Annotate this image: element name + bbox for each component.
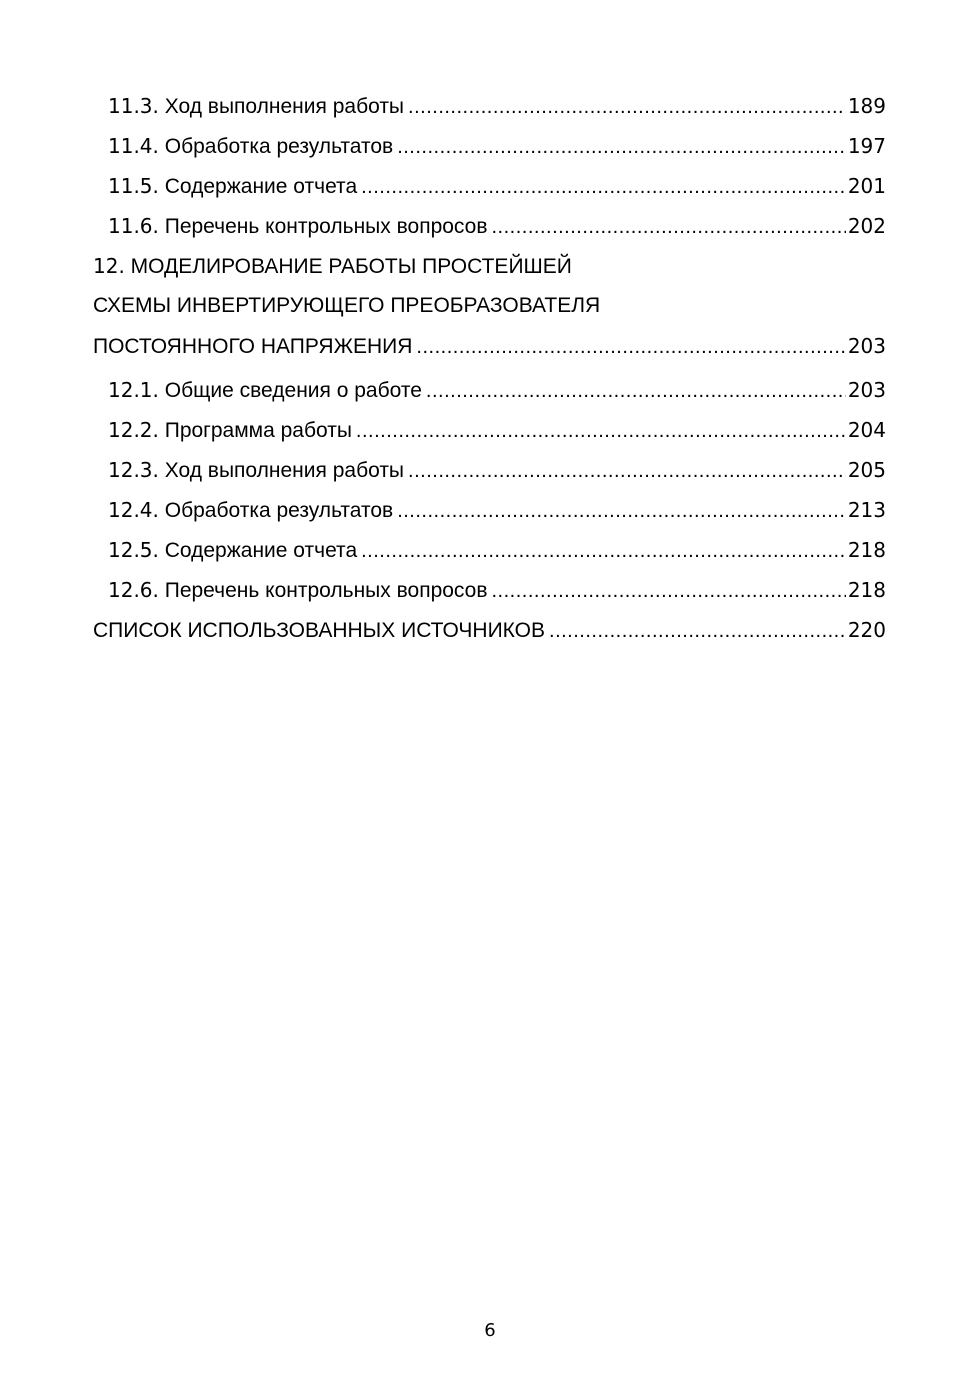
toc-page-number: 218 [847, 538, 886, 562]
toc-leader-dots [397, 491, 846, 531]
toc-leader-dots [361, 167, 846, 207]
toc-page-number: 218 [847, 578, 886, 602]
toc-entry-12-2[interactable] [93, 410, 886, 450]
toc-entry-11-5[interactable] [93, 166, 886, 206]
toc-leader-dots [361, 531, 846, 571]
toc-page-number: 203 [847, 378, 886, 402]
toc-page-number: 197 [847, 134, 886, 158]
toc-leader-dots [416, 327, 845, 367]
toc-entry-title: 12.1. Общие сведения о работе [108, 378, 422, 402]
toc-entry-title: 12.3. Ход выполнения работы [108, 458, 405, 482]
toc-page-number: 213 [847, 498, 886, 522]
toc-leader-dots [356, 411, 846, 451]
chapter-number: 12. [93, 254, 125, 278]
toc-leader-dots [492, 571, 846, 611]
toc-entry-12-6[interactable] [93, 570, 886, 610]
toc-leader-dots [397, 127, 846, 167]
toc-entry-title: 12.4. Обработка результатов [108, 498, 394, 522]
toc-entry-title: 12.6. Перечень контрольных вопросов [108, 578, 488, 602]
toc-page-number: 203 [847, 334, 886, 358]
chapter-title-part: МОДЕЛИРОВАНИЕ РАБОТЫ ПРОСТЕЙШЕЙ [130, 255, 572, 278]
toc-entry-11-3[interactable] [93, 86, 886, 126]
chapter-title-part: СХЕМЫ ИНВЕРТИРУЮЩЕГО ПРЕОБРАЗОВАТЕЛЯ [93, 294, 601, 317]
toc-leader-dots [492, 207, 846, 247]
toc-entry-12-3[interactable] [93, 450, 886, 490]
chapter-title-part: ПОСТОЯННОГО НАПРЯЖЕНИЯ [93, 335, 413, 358]
toc-entry-title: 11.4. Обработка результатов [108, 134, 394, 158]
toc-entry-title: 12.2. Программа работы [108, 418, 352, 442]
toc-page-number: 204 [847, 418, 886, 442]
toc-leader-dots [549, 611, 846, 651]
toc-leader-dots [408, 451, 846, 491]
toc-page-number: 202 [847, 214, 886, 238]
toc-page-number: 189 [847, 94, 886, 118]
toc-entry-12-1[interactable] [93, 370, 886, 410]
toc-entry-11-4[interactable] [93, 126, 886, 166]
toc-page-number: 205 [847, 458, 886, 482]
toc-entry-title: 12.5. Содержание отчета [108, 538, 358, 562]
toc-entry-title: 11.3. Ход выполнения работы [108, 94, 405, 118]
toc-entry-11-6[interactable] [93, 206, 886, 246]
toc-chapter-12-line-3[interactable] [93, 326, 886, 370]
toc-entry-title: 11.5. Содержание отчета [108, 174, 358, 198]
toc-entry-references[interactable] [93, 610, 886, 650]
toc-entry-title: 11.6. Перечень контрольных вопросов [108, 214, 488, 238]
toc-leader-dots [408, 87, 846, 127]
toc-chapter-12-line-1[interactable] [93, 246, 886, 286]
toc-chapter-12-line-2 [93, 286, 886, 326]
table-of-contents [93, 86, 886, 650]
toc-page-number: 220 [847, 618, 886, 642]
toc-entry-title: СПИСОК ИСПОЛЬЗОВАННЫХ ИСТОЧНИКОВ [93, 619, 546, 642]
page-number-footer: 6 [484, 1320, 496, 1341]
toc-leader-dots [426, 371, 846, 411]
toc-page-number: 201 [847, 174, 886, 198]
toc-entry-12-4[interactable] [93, 490, 886, 530]
toc-entry-12-5[interactable] [93, 530, 886, 570]
